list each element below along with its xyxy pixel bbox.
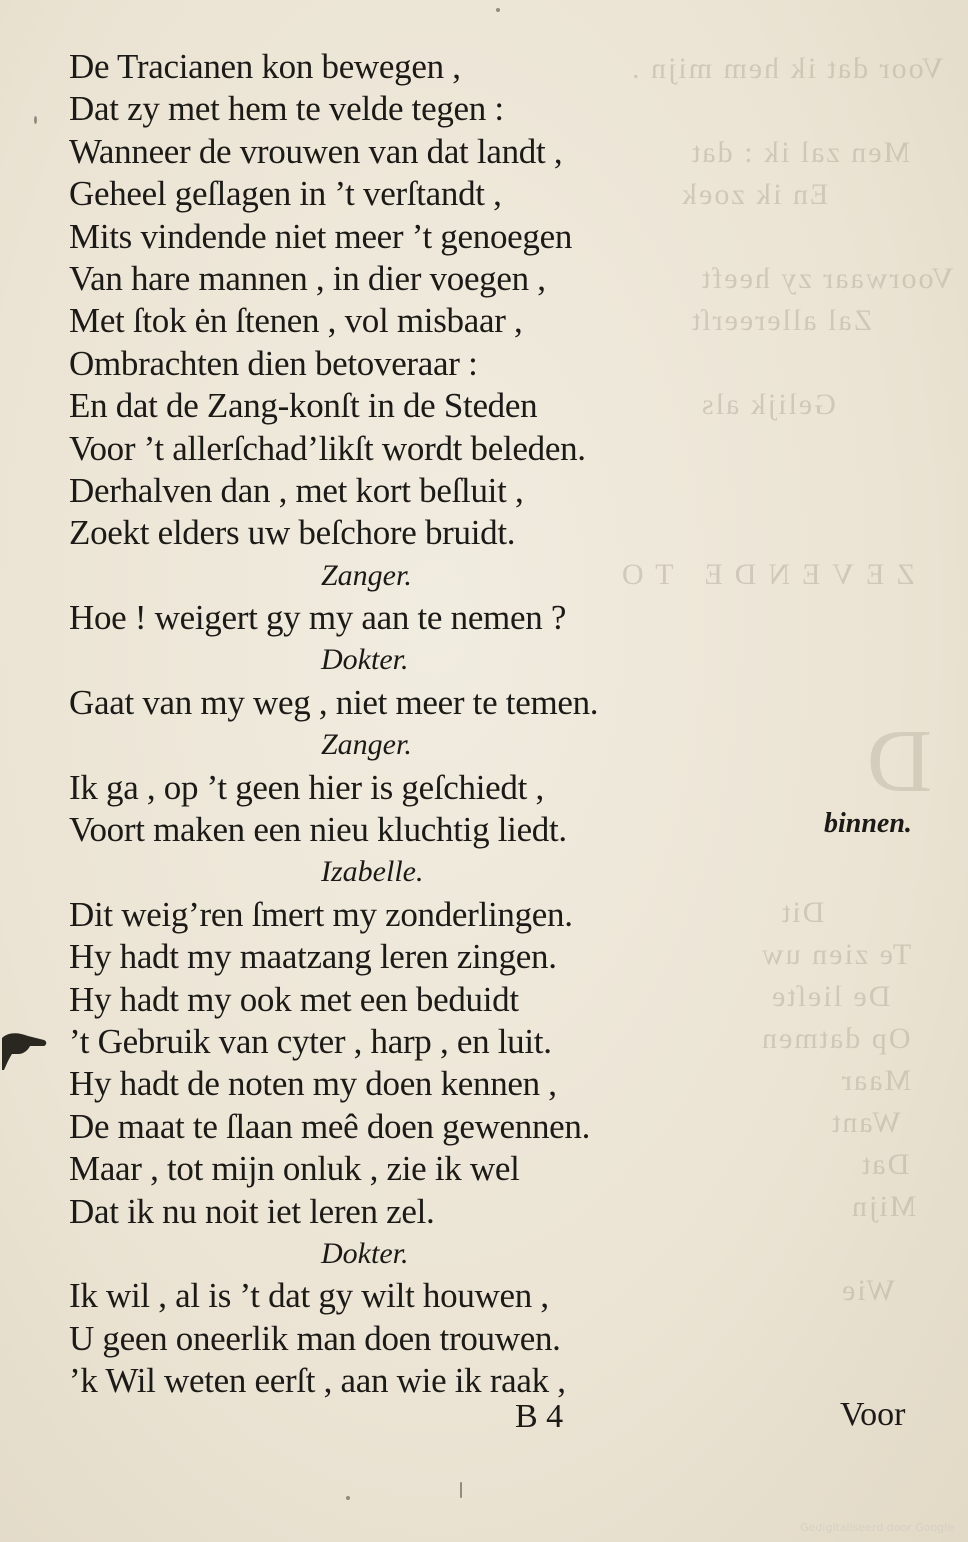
- verse-line: Ik wil , al is ’t dat gy wilt houwen ,: [69, 1276, 549, 1316]
- verse-text-block: [69, 46, 829, 1403]
- verse-line: Gaat van my weg , niet meer te temen.: [69, 682, 599, 722]
- show-through-line: Want: [830, 1106, 901, 1139]
- verse-line: En dat de Zang-konſt in de Steden: [69, 386, 538, 426]
- speaker-heading: Izabelle.: [321, 855, 424, 889]
- show-through-line: ZEVENDE TO: [610, 558, 915, 591]
- pointing-hand-icon: [0, 1024, 50, 1078]
- verse-line: Ombrachten dien betoveraar :: [69, 343, 478, 383]
- verse-line: Maar , tot mijn onluk , zie ik wel: [69, 1149, 520, 1189]
- speaker-heading: Dokter.: [321, 1236, 409, 1270]
- show-through-line: Gelijk als: [700, 388, 836, 421]
- verse-line: Dat ik nu noit iet leren zel.: [69, 1191, 435, 1231]
- margin-stage-direction: binnen.: [824, 808, 912, 839]
- speaker-heading: Zanger.: [321, 728, 412, 762]
- ink-speck: [496, 8, 500, 12]
- digitization-watermark: Gedigitaliseerd door Google: [800, 1521, 954, 1534]
- show-through-line: Men zal ik : dat: [690, 136, 911, 169]
- verse-line: ’k Wil weten eerſt , aan wie ik raak ,: [69, 1361, 566, 1401]
- verse-line: Van hare mannen , in dier voegen ,: [69, 258, 546, 298]
- verse-line: Dat zy met hem te velde tegen :: [69, 89, 504, 129]
- verse-line: Mits vindende niet meer ’t genoegen: [69, 216, 573, 256]
- show-through-line: Dit: [780, 896, 825, 929]
- signature-mark: B 4: [515, 1398, 564, 1435]
- verse-line: Zoekt elders uw beſchore bruidt.: [69, 513, 516, 553]
- verse-line: Met ſtok ėn ſtenen , vol misbaar ,: [69, 301, 523, 341]
- verse-line: ’t Gebruik van cyter , harp , en luit.: [69, 1021, 552, 1061]
- show-through-line: Te zien uw: [760, 938, 912, 971]
- ink-speck: [34, 116, 37, 124]
- verse-line: Hy hadt my ook met een beduidt: [69, 979, 519, 1019]
- show-through-line: Dat: [860, 1148, 910, 1181]
- verse-line: Geheel geſlagen in ’t verſtandt ,: [69, 174, 502, 214]
- show-through-drop-capital: D: [867, 712, 932, 811]
- show-through-line: Mijn: [850, 1190, 917, 1223]
- speaker-heading: Zanger.: [321, 558, 412, 592]
- show-through-line: Voor dat ik hem mijn .: [630, 52, 944, 85]
- verse-line: Wanneer de vrouwen van dat landt ,: [69, 131, 563, 171]
- show-through-line: En ik zoek: [680, 178, 829, 211]
- show-through-line: Maar: [840, 1064, 912, 1097]
- show-through-line: Wie: [840, 1274, 895, 1307]
- show-through-line: De lieſte: [770, 980, 891, 1013]
- show-through-line: Zal allereerſt: [690, 304, 873, 337]
- verse-line: Hy hadt de noten my doen kennen ,: [69, 1064, 557, 1104]
- verse-line: Derhalven dan , met kort beſluit ,: [69, 470, 524, 510]
- show-through-line: Voorwaar zy heeft: [700, 262, 954, 295]
- verse-line: Hy hadt my maatzang leren zingen.: [69, 937, 557, 977]
- verse-line: De maat te ſlaan meê doen gewennen.: [69, 1106, 591, 1146]
- verse-line: Dit weig’ren ſmert my zonderlingen.: [69, 894, 573, 934]
- ink-speck: [346, 1496, 350, 1500]
- show-through-line: Op datmen: [760, 1022, 911, 1055]
- ink-speck: [460, 1482, 462, 1498]
- verse-line: Ik ga , op ’t geen hier is geſchiedt ,: [69, 767, 544, 807]
- verse-line: Voort maken een nieu kluchtig liedt.: [69, 810, 567, 850]
- catchword: Voor: [840, 1396, 906, 1433]
- verse-line: Voor ’t allerſchad’likſt wordt beleden.: [69, 428, 586, 468]
- verse-line: De Tracianen kon bewegen ,: [69, 47, 461, 86]
- speaker-heading: Dokter.: [321, 643, 409, 677]
- verse-line: U geen oneerlik man doen trouwen.: [69, 1318, 561, 1358]
- verse-line: Hoe ! weigert gy my aan te nemen ?: [69, 598, 567, 638]
